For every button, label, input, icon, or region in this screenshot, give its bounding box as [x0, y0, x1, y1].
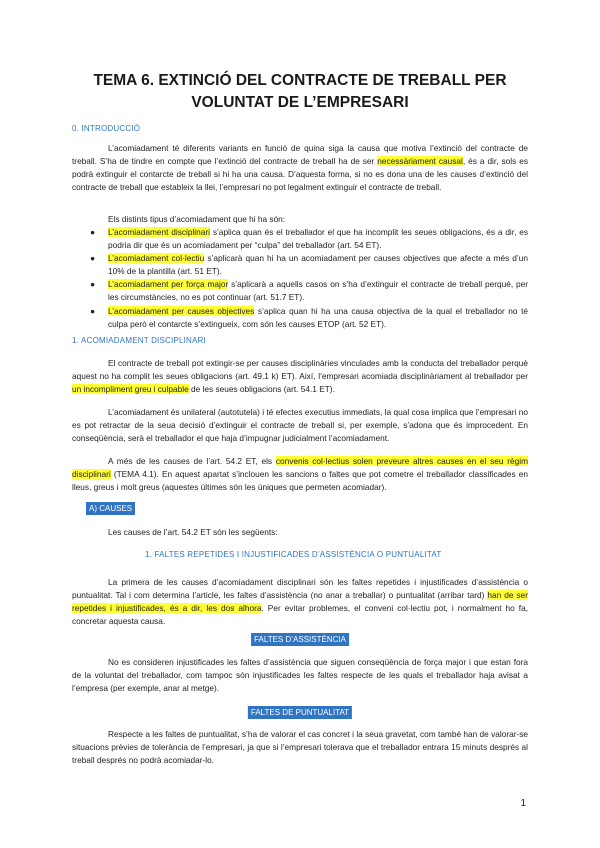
faltes-assistencia-label: FALTES D’ASSISTÈNCIA	[251, 633, 349, 646]
list-intro: Els distints tipus d’acomiadament que hi ha són:	[108, 214, 286, 224]
highlight: L’acomiadament disciplinari	[108, 227, 210, 237]
paragraph: Respecte a les faltes de puntualitat, s’ha de valorar el cas concret i la seua gravetat, com també han de valorar-se situacions prèvies de tolerància de l’empresari, ja que si l’empresari tolerava que el treballador entrara 15 minuts després al treball després no podrà acomiadar-lo.	[72, 729, 528, 766]
text-run: s’aplica quan és el treballador el que ha incomplit les seues obligacions, és a dir, es podria dir que és un acomiadament per “culpa” del treballador (art. 54 ET).	[108, 227, 528, 251]
highlight: L’acomiadament per força major	[108, 279, 229, 290]
causes-intro: Les causes de l’art. 54.2 ET són les següents:	[108, 527, 278, 537]
paragraph	[72, 357, 528, 396]
list-item	[72, 252, 528, 278]
highlight: L’acomiadament col·lectiu	[108, 253, 205, 264]
page-title: TEMA 6. EXTINCIÓ DEL CONTRACTE DE TREBALL PER VOLUNTAT DE L’EMPRESARI	[93, 72, 507, 111]
paragraph	[72, 576, 528, 628]
highlight: un incompliment greu i culpable	[72, 384, 189, 395]
highlight: han de ser repetides i injustificades, és a dir, les dos alhora	[72, 590, 528, 614]
paragraph: No es consideren injustificades les faltes d’assistència que siguen conseqüència de força major i que estan fora de la voluntat del treballador, com tampoc són injustificades les faltes respecte de les quals el treballador haja avisat a l’empresa (per exemple, anar al metge).	[72, 657, 528, 694]
bullet-icon: ●	[90, 253, 96, 264]
text-run: s’aplicarà a aquells casos on s’ha d’extinguir el contracte de treball perquè, per les circumstàncies, no es pot continuar (art. 51.7 ET).	[108, 279, 528, 303]
text-run: s’aplicarà quan hi ha un acomiadament per causes objectives que afecte a més d’un 10% de la plantilla (art. 51 ET).	[108, 253, 528, 277]
text-run: de les seues obligacions (art. 54.1 ET).	[188, 384, 335, 395]
text-run: La primera de les causes d’acomiadament disciplinari són les faltes repetides i injustificades d’assistència o puntualitat. Tal i com determina l’article, les faltes d’assistència (no anar a treballar) o puntualitat (arribar tard)	[72, 577, 528, 601]
text-run: , és a dir, sols es podrà extinguir el contarcte de treball si hi ha una causa. D’aquesta forma, si no es dona una de les causes d’extinció del contracte de treball que estableix la llei, l’empresari no pot legalment extinguir el contracte de treball.	[72, 156, 528, 193]
causes-label: A) CAUSES	[86, 502, 135, 515]
paragraph: L’acomiadament és unilateral (autotutela) i té efectes executius immediats, la qual cosa implica que l’empresari no es pot retractar de la seua decisió d’extinguir el contracte de treball si, per exemple, s’adona que és improcedent. En conseqüència, serà el treballador el que haja d’impugnar judicialment l’acomiadament.	[72, 407, 528, 444]
section-heading-acomiadament-disciplinari: 1. ACOMIADAMENT DISCIPLINARI	[72, 336, 206, 345]
text-run: A més de les causes de l’art. 54.2 ET, els	[108, 456, 276, 466]
highlight: necessàriament causal	[377, 156, 463, 167]
list-item	[72, 278, 528, 304]
bullet-icon: ●	[90, 279, 96, 290]
list-item	[72, 305, 528, 331]
text-run: (TEMA 4.1). En aquest apartat s’inclouen les sancions o faltes que pot cometre el treballador classificades en lleus, greus i molt greus (aquestes últimes són les úniques que permeten acomiadar).	[72, 469, 528, 493]
text-run: L’acomiadament té diferents variants en funció de quina siga la causa que motiva l’extinció del contracte de treball. S’ha de tindre en compte que l’extinció del contracte de treball ha de ser	[72, 143, 528, 167]
text-run: s’aplica quan hi ha una causa objectiva de la qual el treballador no té culpa però el contarcte s’extingueix, com són les causes ETOP (art. 52 ET).	[108, 305, 529, 329]
bullet-icon: ●	[90, 227, 96, 237]
highlight: convenis col·lectius solen preveure altres causes en el seu règim disciplinari	[72, 456, 528, 480]
text-run: El contracte de treball pot extingir-se per causes disciplinàries vinculades amb la conducta del treballador perquè aquest no ha complit les seues obligacions (art. 49.1 k) ET). Així, l’empresari acomiada disciplinàriament al treballador per	[72, 358, 528, 382]
page-number: 1	[520, 798, 526, 809]
faltes-puntualitat-label: FALTES DE PUNTUALITAT	[248, 706, 352, 719]
dismissal-types-list	[72, 226, 528, 331]
intro-paragraph	[72, 142, 528, 194]
list-item	[72, 226, 528, 252]
bullet-icon: ●	[90, 305, 96, 316]
text-run: . Per evitar problemes, el conveni col·lectiu pot, i normalment ho fa, concretar aquesta causa.	[72, 603, 529, 627]
highlight: L’acomiadament per causes objectives	[108, 305, 255, 316]
subheading-faltes-repetides: 1. FALTES REPETIDES I INJUSTIFICADES D’ASSISTÈNCIA O PUNTUALITAT	[145, 550, 442, 559]
section-heading-introduccio: 0. INTRODUCCIÓ	[72, 124, 141, 133]
paragraph	[72, 455, 528, 494]
